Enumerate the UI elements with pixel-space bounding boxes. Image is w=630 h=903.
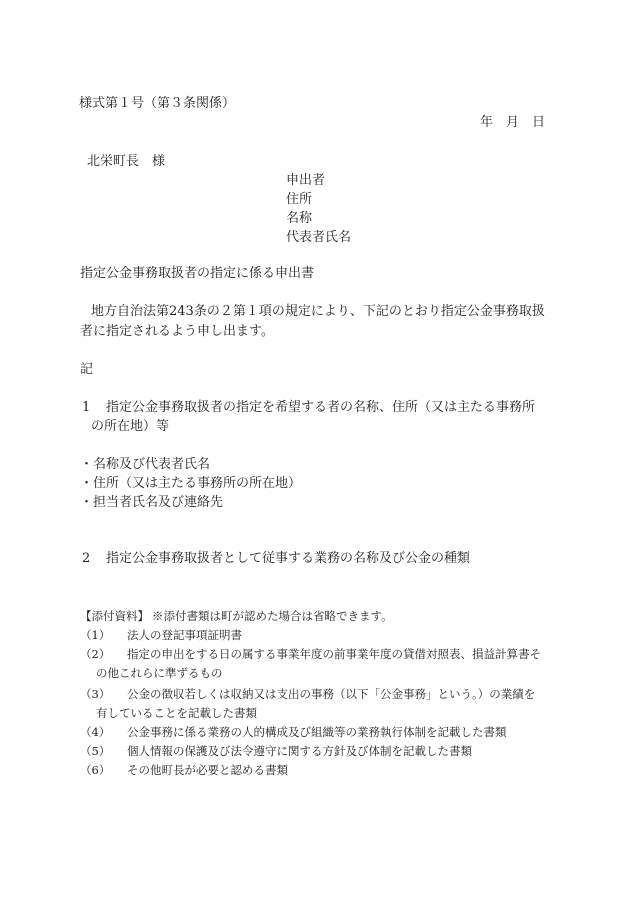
attachment-item-number: （4）: [80, 725, 111, 739]
attachment-item-continuation: 有していることを記載した書類: [96, 706, 257, 720]
applicant-address-label: 住所: [286, 192, 313, 207]
ki-heading: 記: [80, 362, 94, 377]
attachment-item-text: 公金の徴収若しくは収納又は支出の事務（以下「公金事務」という。）の業績を: [127, 687, 536, 701]
attachments-note: ※添付書類は町が認めた場合は省略できます。: [152, 609, 393, 623]
attachment-item-text: 法人の登記事項証明書: [127, 628, 242, 642]
attachment-item-number: （3）: [80, 687, 111, 701]
applicant-representative-label: 代表者氏名: [286, 230, 352, 245]
item-1-text-line-2: の所在地）等: [91, 419, 170, 434]
attachment-item-number: （1）: [80, 628, 111, 642]
attachment-item-text: 指定の申出をする日の属する事業年度の前事業年度の貸借対照表、損益計算書そ: [127, 647, 541, 661]
attachments-heading: 【添付資料】: [80, 609, 149, 623]
intro-text-line-1: 地方自治法第243条の２第１項の規定により、下記のとおり指定公金事務取扱: [91, 304, 545, 319]
item-1-number: 1: [82, 400, 91, 415]
date-line: 年 月 日: [480, 115, 546, 130]
attachment-item-number: （5）: [80, 744, 111, 758]
item-2-number: 2: [82, 551, 91, 566]
bullet-name: ・名称及び代表者氏名: [80, 457, 211, 472]
applicant-name-label: 名称: [286, 211, 313, 226]
item-1-text-line-1: 指定公金事務取扱者の指定を希望する者の名称、住所（又は主たる事務所: [106, 400, 536, 415]
form-number-label: 様式第１号（第３条関係）: [79, 96, 236, 111]
intro-text-line-2: 者に指定されるよう申し出ます。: [80, 324, 274, 339]
applicant-heading: 申出者: [286, 173, 326, 188]
bullet-address: ・住所（又は主たる事務所の所在地）: [80, 476, 302, 491]
attachment-item-text: 公金事務に係る業務の人的構成及び組織等の業務執行体制を記載した書類: [127, 725, 507, 739]
document-title: 指定公金事務取扱者の指定に係る申出書: [80, 266, 315, 281]
bullet-contact: ・担当者氏名及び連絡先: [80, 495, 224, 510]
attachment-item-number: （2）: [80, 647, 111, 661]
attachment-item-text: 個人情報の保護及び法令遵守に関する方針及び体制を記載した書類: [127, 744, 472, 758]
item-2-text: 指定公金事務取扱者として従事する業務の名称及び公金の種類: [106, 551, 471, 566]
addressee: 北栄町長 様: [87, 154, 166, 169]
attachment-item-text: その他町長が必要と認める書類: [127, 763, 288, 777]
attachment-item-continuation: の他これらに準ずるもの: [96, 666, 223, 680]
attachment-item-number: （6）: [80, 763, 111, 777]
